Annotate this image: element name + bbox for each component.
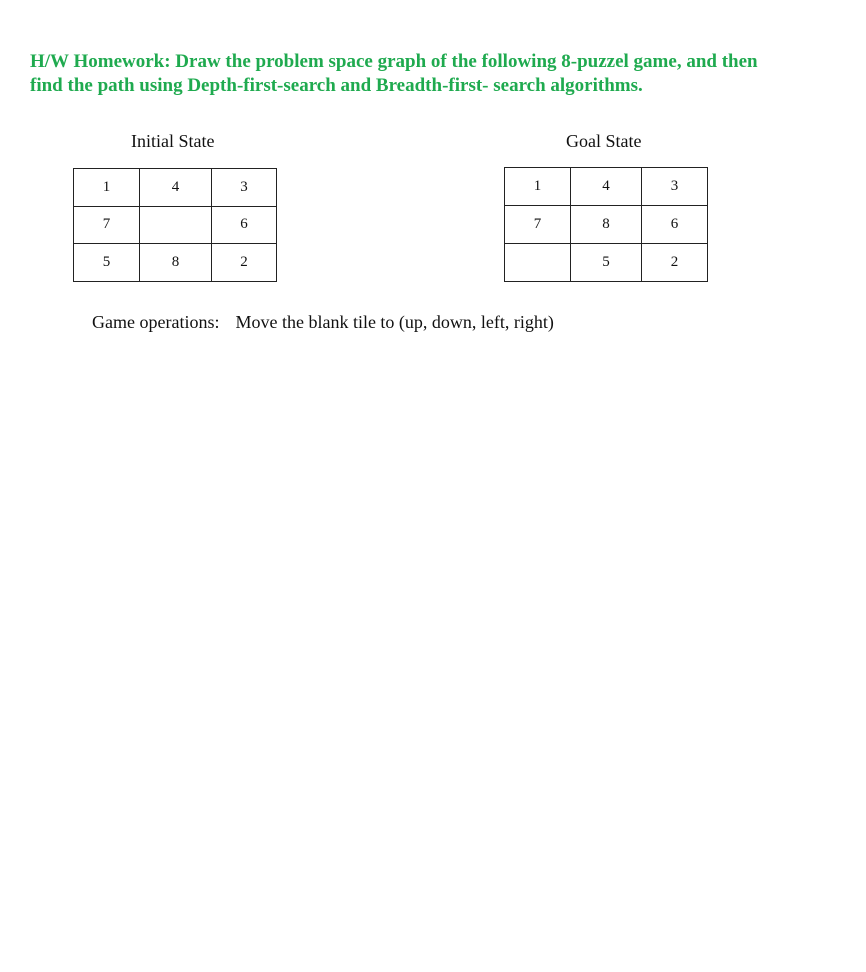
grid-row xyxy=(505,206,708,244)
operations-label: Game operations: xyxy=(92,312,220,332)
grid-cell: 5 xyxy=(74,244,140,282)
game-operations xyxy=(92,312,554,333)
grid-row xyxy=(74,169,277,207)
grid-cell: 2 xyxy=(642,244,708,282)
grid-row xyxy=(74,244,277,282)
grid-cell: 8 xyxy=(571,206,642,244)
grid-cell: 2 xyxy=(212,244,277,282)
grid-cell: 4 xyxy=(571,168,642,206)
grid-cell: 7 xyxy=(505,206,571,244)
grid-row xyxy=(505,244,708,282)
initial-state-grid xyxy=(73,168,277,282)
blank-cell xyxy=(505,244,571,282)
grid-cell: 4 xyxy=(140,169,212,207)
grid-cell: 8 xyxy=(140,244,212,282)
grid-cell: 3 xyxy=(642,168,708,206)
heading-line-1: H/W Homework: Draw the problem space graph of the following 8-puzzel game, and then xyxy=(30,51,758,72)
heading-line-2: find the path using Depth-first-search and Breadth-first- search algorithms. xyxy=(30,75,643,96)
grid-cell: 1 xyxy=(505,168,571,206)
grid-cell: 6 xyxy=(642,206,708,244)
grid-cell: 3 xyxy=(212,169,277,207)
operations-value: Move the blank tile to (up, down, left, right) xyxy=(235,312,554,332)
blank-cell xyxy=(140,206,212,244)
grid-cell: 1 xyxy=(74,169,140,207)
initial-state-label: Initial State xyxy=(131,131,215,151)
grid-row xyxy=(505,168,708,206)
grid-cell: 6 xyxy=(212,206,277,244)
goal-state-grid xyxy=(504,167,708,282)
grid-cell: 5 xyxy=(571,244,642,282)
grid-cell: 7 xyxy=(74,206,140,244)
homework-heading xyxy=(30,50,850,98)
grid-row xyxy=(74,206,277,244)
goal-state-label: Goal State xyxy=(566,131,642,151)
